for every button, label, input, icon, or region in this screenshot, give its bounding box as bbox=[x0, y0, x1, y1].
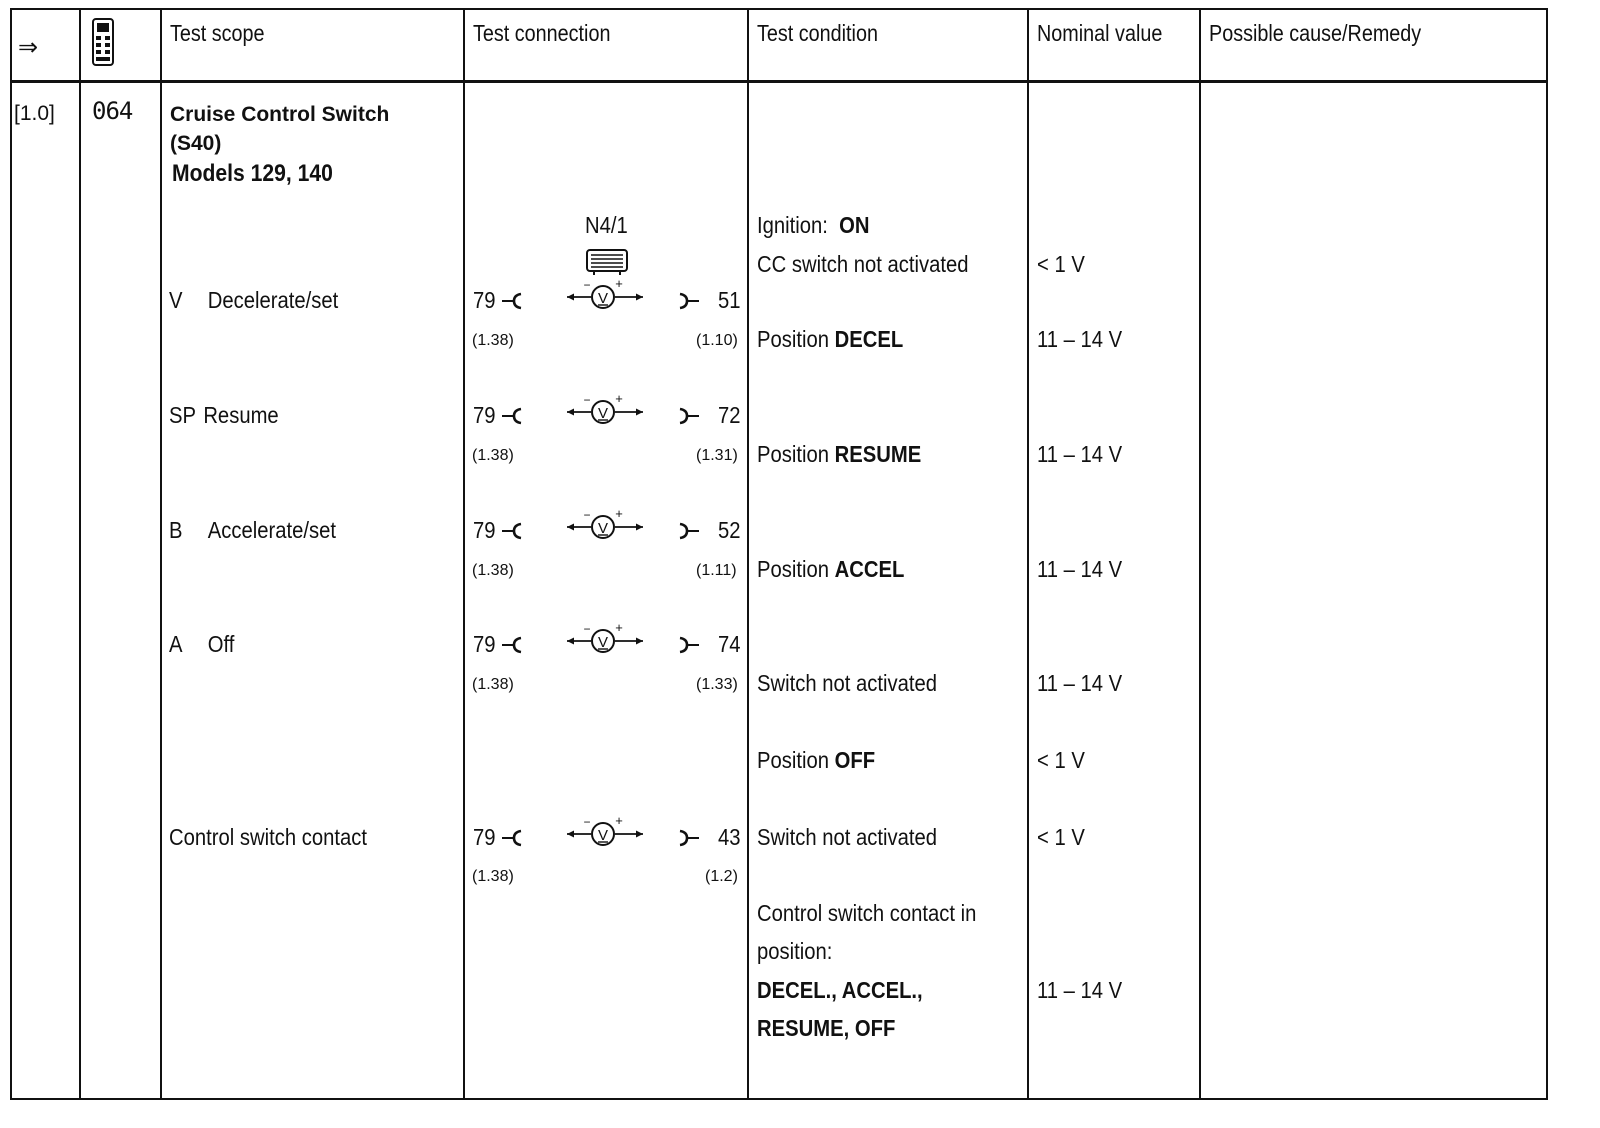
svg-text:V: V bbox=[597, 634, 609, 651]
nominal-cc-not-activated: < 1 V bbox=[1037, 251, 1085, 277]
svg-text:V: V bbox=[597, 520, 609, 537]
svg-text:−: − bbox=[583, 622, 591, 636]
off-condition: Position OFF bbox=[757, 747, 876, 773]
header-divider bbox=[10, 80, 1548, 83]
scope-label: Accelerate/set bbox=[207, 517, 336, 543]
plug-left-icon bbox=[502, 519, 524, 543]
header-possible-cause: Possible cause/Remedy bbox=[1209, 20, 1422, 46]
pin-left: 79 bbox=[473, 287, 496, 313]
column-divider bbox=[160, 8, 162, 1100]
section-title: Cruise Control Switch bbox=[170, 103, 390, 126]
svg-text:+: + bbox=[615, 621, 623, 635]
svg-text:−: − bbox=[583, 393, 591, 407]
nominal-value: 11 – 14 V bbox=[1037, 326, 1123, 352]
svg-text:V: V bbox=[597, 290, 609, 307]
header-nominal-value: Nominal value bbox=[1037, 20, 1163, 46]
svg-text:−: − bbox=[583, 815, 591, 829]
nominal-contact2: 11 – 14 V bbox=[1037, 977, 1123, 1003]
svg-text:+: + bbox=[615, 392, 623, 406]
test-condition: Position DECEL bbox=[757, 326, 904, 352]
scope-item bbox=[169, 287, 339, 314]
svg-text:−: − bbox=[583, 508, 591, 522]
scope-item bbox=[169, 402, 279, 429]
plug-left-icon bbox=[502, 633, 524, 657]
voltmeter-icon bbox=[565, 392, 645, 426]
pin-right: 51 bbox=[718, 287, 741, 313]
svg-text:+: + bbox=[615, 507, 623, 521]
test-code: 064 bbox=[92, 97, 133, 125]
header-test-scope: Test scope bbox=[170, 20, 265, 46]
contact-condition2-line2: position: bbox=[757, 938, 833, 964]
scope-key: A bbox=[169, 631, 183, 657]
scope-key: V bbox=[169, 287, 183, 313]
scope-label: Off bbox=[207, 631, 235, 657]
ref-right: (1.31) bbox=[696, 447, 738, 464]
pin-left: 79 bbox=[473, 824, 496, 850]
scope-item bbox=[169, 631, 235, 658]
scope-item bbox=[169, 517, 336, 544]
svg-text:+: + bbox=[615, 277, 623, 291]
ref-right: (1.33) bbox=[696, 676, 738, 693]
cc-not-activated: CC switch not activated bbox=[757, 251, 969, 277]
header-arrow: ⇒ bbox=[18, 34, 39, 61]
pin-right: 72 bbox=[718, 402, 741, 428]
scope-label: Decelerate/set bbox=[207, 287, 339, 313]
plug-right-icon bbox=[677, 289, 699, 313]
ref-right: (1.11) bbox=[696, 562, 737, 579]
test-condition: Position ACCEL bbox=[757, 556, 905, 582]
voltmeter-icon bbox=[565, 507, 645, 541]
voltmeter-icon bbox=[565, 621, 645, 655]
ref-left: (1.38) bbox=[472, 868, 514, 885]
contact-condition2-bold1: DECEL., ACCEL., bbox=[757, 977, 923, 1003]
svg-text:V: V bbox=[597, 405, 609, 422]
header-test-condition: Test condition bbox=[757, 20, 878, 46]
plug-left-icon bbox=[502, 404, 524, 428]
section-component: (S40) bbox=[170, 132, 222, 155]
plug-right-icon bbox=[677, 519, 699, 543]
contact-condition: Switch not activated bbox=[757, 824, 938, 850]
plug-right-icon bbox=[677, 404, 699, 428]
nominal-contact: < 1 V bbox=[1037, 824, 1085, 850]
ref-left: (1.38) bbox=[472, 332, 514, 349]
test-condition: Switch not activated bbox=[757, 670, 938, 696]
section-models: Models 129, 140 bbox=[172, 160, 333, 187]
svg-text:V: V bbox=[597, 827, 609, 844]
voltmeter-icon bbox=[565, 277, 645, 311]
nominal-off: < 1 V bbox=[1037, 747, 1085, 773]
voltmeter-icon bbox=[565, 814, 645, 848]
svg-text:+: + bbox=[615, 814, 623, 828]
scope-key: SP bbox=[169, 402, 197, 428]
ref-left: (1.38) bbox=[472, 447, 514, 464]
ignition-condition: Ignition: ON bbox=[757, 212, 870, 238]
contact-condition2-line1: Control switch contact in bbox=[757, 900, 977, 926]
nominal-value: 11 – 14 V bbox=[1037, 556, 1123, 582]
ecu-connector-icon bbox=[586, 246, 628, 276]
scope-control-switch-contact: Control switch contact bbox=[169, 824, 367, 850]
pin-left: 79 bbox=[473, 402, 496, 428]
header-test-connection: Test connection bbox=[473, 20, 611, 46]
step-number: [1.0] bbox=[14, 102, 55, 125]
pin-left: 79 bbox=[473, 517, 496, 543]
ref-right: (1.10) bbox=[696, 332, 738, 349]
pin-right: 74 bbox=[718, 631, 741, 657]
ref-right: (1.2) bbox=[705, 868, 738, 885]
column-divider bbox=[463, 8, 465, 1100]
plug-right-icon bbox=[677, 826, 699, 850]
scope-label: Resume bbox=[203, 402, 279, 428]
nominal-value: 11 – 14 V bbox=[1037, 670, 1123, 696]
pin-right: 52 bbox=[718, 517, 741, 543]
ecu-label: N4/1 bbox=[585, 212, 628, 238]
plug-left-icon bbox=[502, 826, 524, 850]
scope-key: B bbox=[169, 517, 183, 543]
column-divider bbox=[1027, 8, 1029, 1100]
test-condition: Position RESUME bbox=[757, 441, 922, 467]
tester-icon bbox=[91, 18, 115, 66]
column-divider bbox=[747, 8, 749, 1100]
column-divider bbox=[79, 8, 81, 1100]
svg-text:−: − bbox=[583, 278, 591, 292]
ref-left: (1.38) bbox=[472, 676, 514, 693]
column-divider bbox=[1199, 8, 1201, 1100]
pin-right: 43 bbox=[718, 824, 741, 850]
plug-right-icon bbox=[677, 633, 699, 657]
pin-left: 79 bbox=[473, 631, 496, 657]
contact-condition2-bold2: RESUME, OFF bbox=[757, 1015, 896, 1041]
ref-left: (1.38) bbox=[472, 562, 514, 579]
nominal-value: 11 – 14 V bbox=[1037, 441, 1123, 467]
plug-left-icon bbox=[502, 289, 524, 313]
